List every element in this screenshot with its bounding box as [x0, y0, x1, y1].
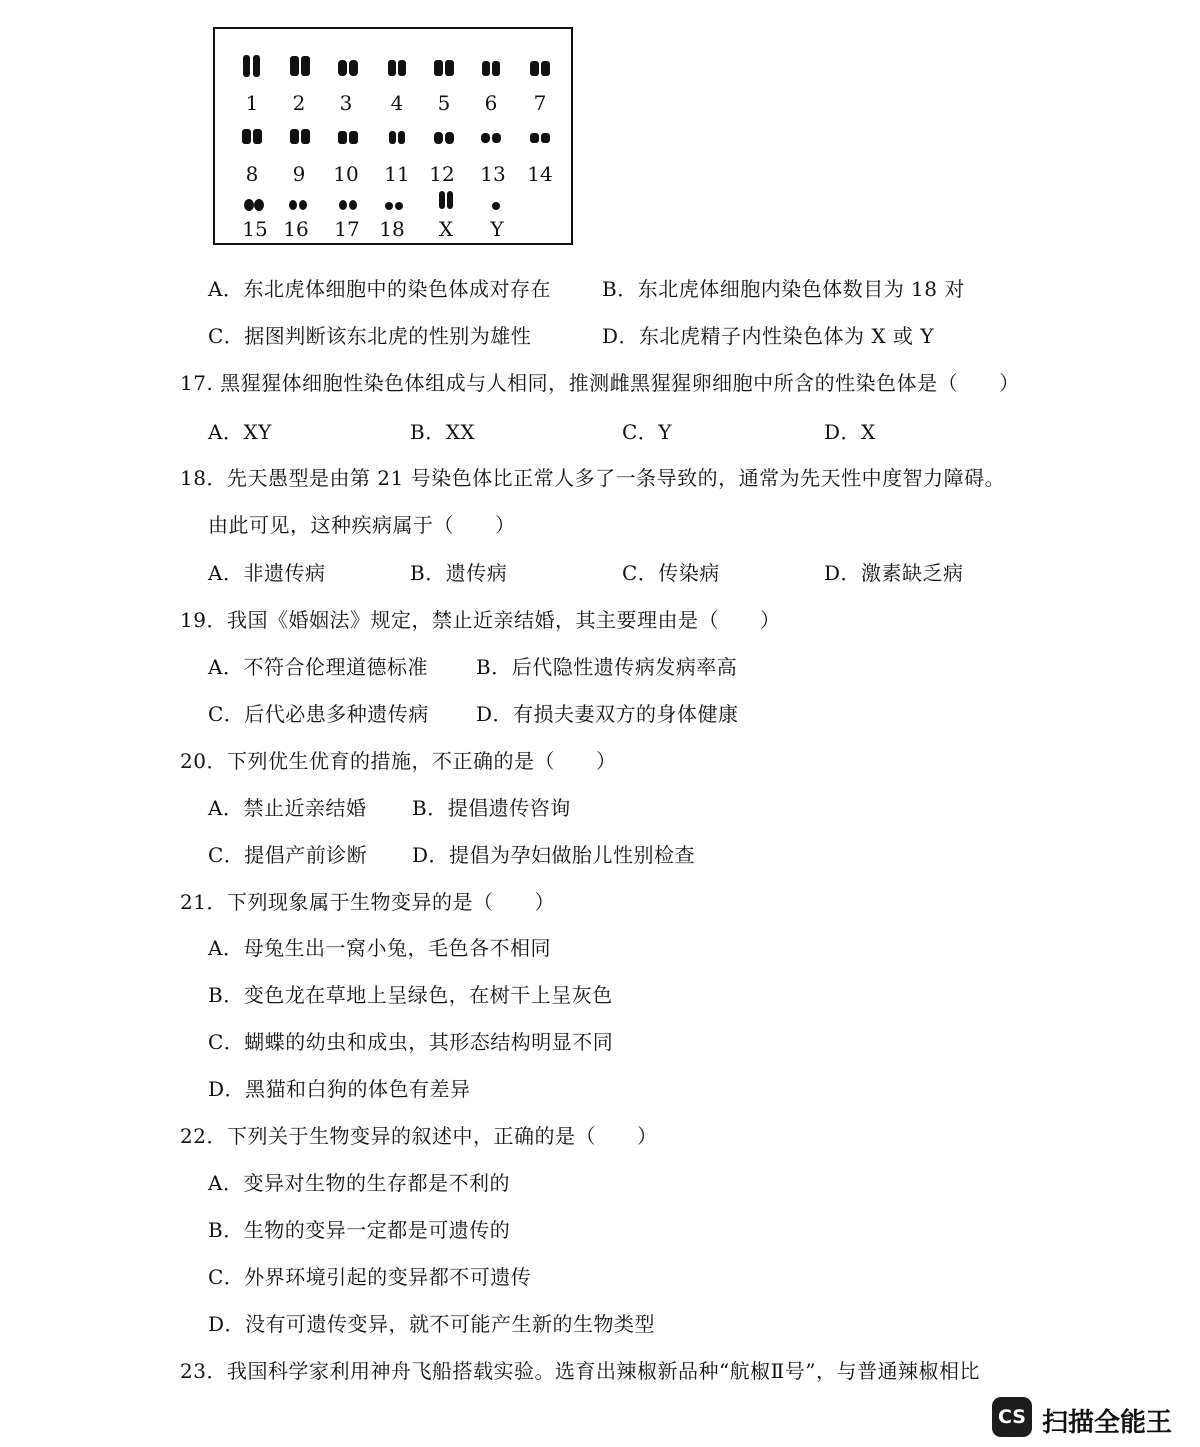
q16-option-a: A．东北虎体细胞中的染色体成对存在	[208, 277, 551, 301]
chromosome-label: 18	[379, 217, 405, 241]
camscanner-app-name: 扫描全能王	[1042, 1408, 1173, 1438]
chromosome-label: 6	[484, 91, 498, 115]
q20-option-d: D．提倡为孕妇做胎儿性别检查	[412, 843, 696, 867]
q19-option-a: A．不符合伦理道德标准	[208, 655, 428, 679]
chromosome-label: 1	[245, 91, 259, 115]
chromosome-8	[239, 125, 265, 151]
q20-option-a: A．禁止近亲结婚	[208, 796, 367, 820]
q18-option-b: B．遗传病	[410, 561, 508, 585]
q22-option-c: C．外界环境引起的变异都不可遗传	[208, 1265, 532, 1289]
q16-option-c: C．据图判断该东北虎的性别为雄性	[208, 324, 532, 348]
chromosome-18	[381, 193, 407, 219]
chromosome-15	[241, 193, 267, 219]
q20-stem: 20．下列优生优育的措施，不正确的是（ ）	[180, 749, 617, 773]
q22-stem: 22．下列关于生物变异的叙述中，正确的是（ ）	[180, 1124, 658, 1148]
q18-stem-line2: 由此可见，这种疾病属于（ ）	[208, 513, 516, 537]
chromosome-label: 14	[527, 162, 553, 186]
q22-option-d: D．没有可遗传变异，就不可能产生新的生物类型	[208, 1312, 656, 1336]
q16-option-d: D．东北虎精子内性染色体为 X 或 Y	[602, 324, 935, 348]
chromosome-label: 7	[533, 91, 547, 115]
chromosome-label: 13	[480, 162, 506, 186]
karyotype-figure	[213, 27, 573, 245]
chromosome-label: 3	[339, 91, 353, 115]
chromosome-x	[433, 187, 459, 213]
q16-option-b: B．东北虎体细胞内染色体数目为 18 对	[602, 277, 965, 301]
chromosome-7	[527, 57, 553, 83]
q17-option-b: B．XX	[410, 420, 476, 444]
q19-option-b: B．后代隐性遗传病发病率高	[476, 655, 738, 679]
chromosome-4	[384, 56, 410, 82]
q18-option-c: C．传染病	[622, 561, 720, 585]
chromosome-9	[287, 125, 313, 151]
q18-option-a: A．非遗传病	[208, 561, 326, 585]
chromosome-label: 5	[437, 91, 451, 115]
chromosome-16	[285, 193, 311, 219]
chromosome-label: 4	[390, 91, 404, 115]
q17-option-c: C．Y	[622, 420, 673, 444]
q23-stem: 23．我国科学家利用神舟飞船搭载实验。选育出辣椒新品种“航椒Ⅱ号”，与普通辣椒相比	[180, 1359, 980, 1383]
chromosome-label: X	[438, 217, 454, 241]
chromosome-label: 9	[292, 162, 306, 186]
chromosome-3	[335, 56, 361, 82]
q18-stem-line1: 18．先天愚型是由第 21 号染色体比正常人多了一条导致的，通常为先天性中度智力障碍。	[180, 466, 1006, 490]
q17-option-d: D．X	[824, 420, 876, 444]
q22-option-b: B．生物的变异一定都是可遗传的	[208, 1218, 511, 1242]
chromosome-6	[478, 57, 504, 83]
q17-stem: 17. 黑猩猩体细胞性染色体组成与人相同，推测雌黑猩猩卵细胞中所含的性染色体是（ ）	[180, 371, 1020, 395]
chromosome-5	[431, 56, 457, 82]
chromosome-2	[287, 53, 313, 79]
q20-option-c: C．提倡产前诊断	[208, 843, 368, 867]
q21-option-c: C．蝴蝶的幼虫和成虫，其形态结构明显不同	[208, 1030, 614, 1054]
q21-option-b: B．变色龙在草地上呈绿色，在树干上呈灰色	[208, 983, 613, 1007]
q17-option-a: A．XY	[208, 420, 272, 444]
q21-stem: 21．下列现象属于生物变异的是（ ）	[180, 890, 555, 914]
camscanner-logo-icon: CS	[992, 1397, 1032, 1437]
chromosome-label: 8	[245, 162, 259, 186]
chromosome-label: Y	[490, 217, 504, 241]
q19-option-c: C．后代必患多种遗传病	[208, 702, 429, 726]
q20-option-b: B．提倡遗传咨询	[412, 796, 571, 820]
chromosome-14	[527, 127, 553, 153]
chromosome-12	[431, 127, 457, 153]
chromosome-label: 16	[283, 217, 309, 241]
chromosome-label: 2	[292, 91, 306, 115]
q19-stem: 19．我国《婚姻法》规定，禁止近亲结婚，其主要理由是（ ）	[180, 608, 781, 632]
q22-option-a: A．变异对生物的生存都是不利的	[208, 1171, 510, 1195]
chromosome-label: 10	[333, 162, 359, 186]
chromosome-label: 12	[429, 162, 455, 186]
chromosome-11	[384, 127, 410, 153]
q19-option-d: D．有损夫妻双方的身体健康	[476, 702, 739, 726]
chromosome-y	[483, 193, 509, 219]
chromosome-13	[478, 127, 504, 153]
chromosome-10	[335, 127, 361, 153]
q18-option-d: D．激素缺乏病	[824, 561, 964, 585]
chromosome-label: 11	[384, 162, 410, 186]
chromosome-17	[335, 193, 361, 219]
chromosome-1	[239, 53, 265, 79]
chromosome-label: 15	[242, 217, 268, 241]
q21-option-a: A．母兔生出一窝小兔，毛色各不相同	[208, 936, 551, 960]
chromosome-label: 17	[334, 217, 360, 241]
q21-option-d: D．黑猫和白狗的体色有差异	[208, 1077, 471, 1101]
